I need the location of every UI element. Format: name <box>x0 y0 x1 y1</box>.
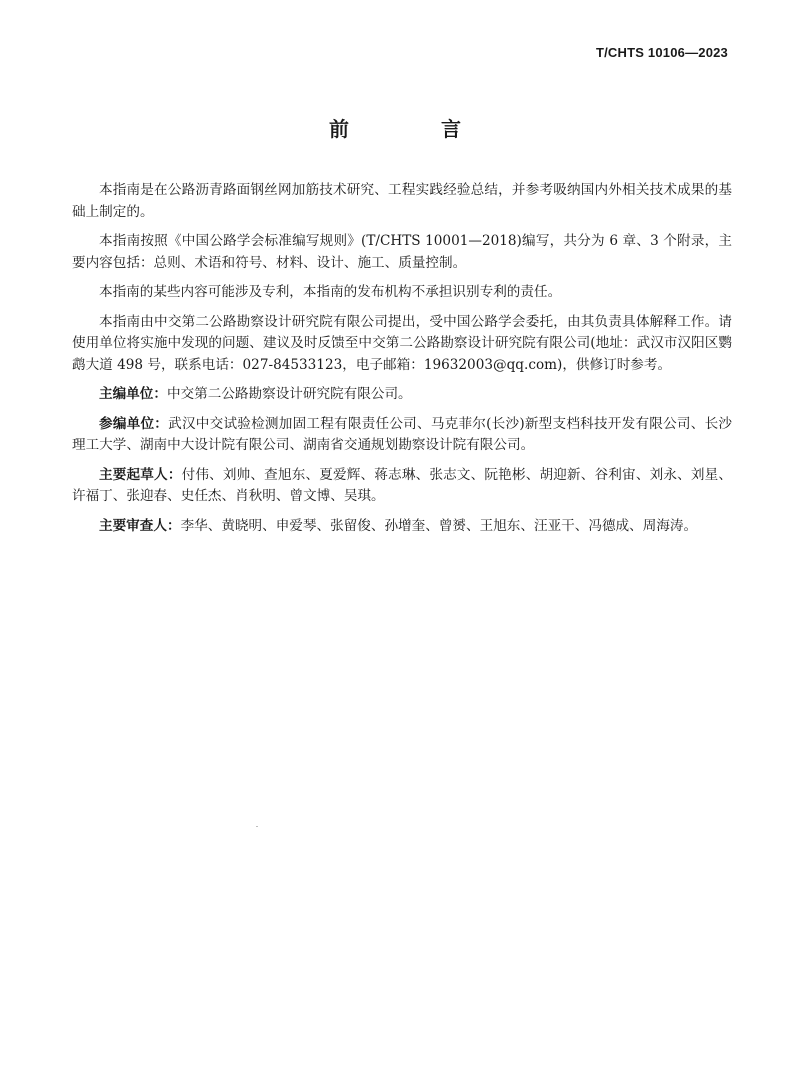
credit-chief-editor <box>72 384 732 406</box>
credit-text: 武汉中交试验检测加固工程有限责任公司、马克菲尔(长沙)新型支档科技开发有限公司、长沙理工大学、湖南中大设计院有限公司、湖南省交通规划勘察设计院有限公司。 <box>72 415 733 453</box>
credit-drafters <box>72 465 732 508</box>
paragraph-structure: 本指南按照《中国公路学会标准编写规则》(T/CHTS 10001—2018)编写，共分为 6 章、3 个附录，主要内容包括：总则、术语和符号、材料、设计、施工、质量控制。 <box>72 233 732 271</box>
paragraph-patent: 本指南的某些内容可能涉及专利，本指南的发布机构不承担识别专利的责任。 <box>99 284 562 300</box>
credit-label: 主要审查人： <box>99 517 181 534</box>
document-body <box>72 180 732 545</box>
credit-text: 李华、黄晓明、申爱琴、张留俊、孙增奎、曾赟、王旭东、汪亚干、冯德成、周海涛。 <box>180 517 698 534</box>
credit-label: 主编单位： <box>99 386 167 402</box>
standard-code: T/CHTS 10106—2023 <box>595 45 728 60</box>
paragraph-contact: 本指南由中交第二公路勘察设计研究院有限公司提出，受中国公路学会委托，由其负责具体解释工作。请使用单位将实施中发现的问题、建议及时反馈至中交第二公路勘察设计研究院有限公司(地址：武汉市汉阳区鹦鹉大道 498 号，联系电话：027-84533123，电子邮箱：19632003@qq.com)，供修订时参考。 <box>72 313 732 373</box>
paragraph-basis: 本指南是在公路沥青路面钢丝网加筋技术研究、工程实践经验总结，并参考吸纳国内外相关技术成果的基础上制定的。 <box>72 182 732 220</box>
credit-text: 付伟、刘帅、查旭东、夏爱辉、蒋志琳、张志文、阮艳彬、胡迎新、谷利宙、刘永、刘星、许福丁、张迎春、史任杰、肖秋明、曾文博、吴琪。 <box>72 466 733 504</box>
scan-speck <box>256 826 258 827</box>
credit-label: 参编单位： <box>99 415 169 432</box>
credit-co-editors <box>72 414 732 457</box>
credit-reviewers <box>72 516 732 538</box>
credit-label: 主要起草人： <box>99 466 182 483</box>
credit-text: 中交第二公路勘察设计研究院有限公司。 <box>166 386 412 402</box>
page-title: 前 言 <box>329 117 497 141</box>
